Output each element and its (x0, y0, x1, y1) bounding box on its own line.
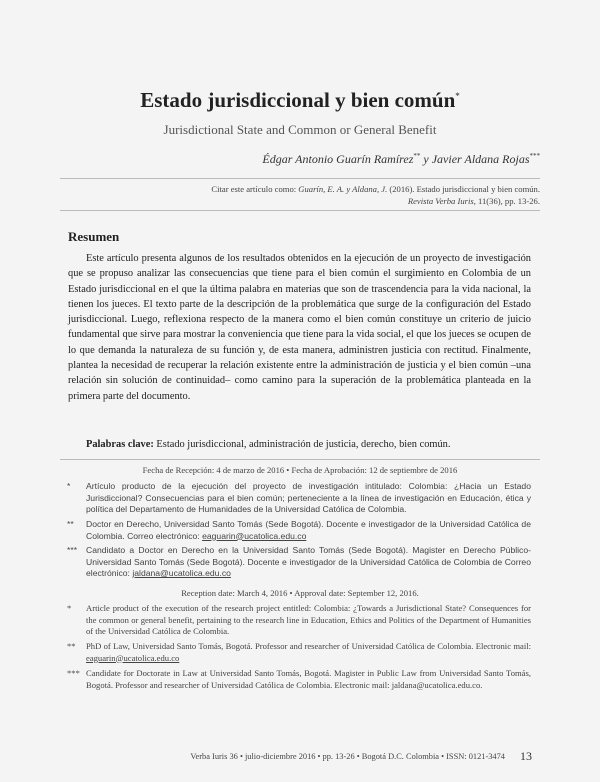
dates-es: Fecha de Recepción: 4 de marzo de 2016 • Fecha de Aprobación: 12 de septiembre de 2016 (142, 465, 458, 475)
article-title (0, 88, 600, 113)
citation-journal: Revista Verba Iuris (407, 196, 474, 206)
footnote-en-2-email-link[interactable]: eaguarin@ucatolica.edu.co (86, 652, 180, 663)
author-1-mark: ** (413, 152, 421, 160)
citation-authors: Guarín, E. A. y Aldana, J. (298, 184, 388, 194)
footnote-es-2-text: Doctor en Derecho, Universidad Santo Tomás (Sede Bogotá). Docente e investigador de la Universidad Católica de Colombia. Correo electrónico: (86, 519, 531, 541)
keywords-text: Estado jurisdiccional, administración de justicia, derecho, bien común. (153, 439, 451, 450)
abstract-text: Este artículo presenta algunos de los resultados obtenidos en la ejecución de un proyecto de investigación que se propuso analizar las consecuencias que tiene para el bien común el surgimiento en Colombia de un Estado jurisdiccional en el que la última palabra en materias que son de trascendencia para la vida nacional, la tienen los jueces. El texto parte de la descripción de la problemática que surge de la configuración del Estado jurisdiccional. Luego, reflexiona respecto de la manera como el bien común constituye un criterio de juicio fundamental que sirve para mostrar la conveniencia que tiene para la vida social, el que los jueces se ocupen de lo que demanda la naturaleza de su función y, de esta manera, administren justicia con rectitud. Finalmente, plantea la necesidad de recuperar la relación existente entre la administración de justicia y el bien común –una relación sin solución de continuidad– como camino para la superación de la problemática planteada en la primera parte del documento. (68, 253, 531, 402)
footnote-es-2-mark: ** (67, 519, 74, 529)
footnote-en-2-mark: ** (67, 641, 76, 651)
author-conjunction: y (420, 152, 432, 166)
footnote-en-3 (68, 668, 531, 691)
article-subtitle: Jurisdictional State and Common or General Benefit (163, 122, 437, 137)
footnote-es-2-email-link[interactable]: eaguarin@ucatolica.edu.co (202, 530, 307, 541)
footnote-es-3 (68, 545, 531, 580)
footnote-es-3-text: Candidato a Doctor en Derecho en la Universidad Santo Tomás (Sede Bogotá). Magister en Derecho Público- Universidad Santo Tomás (Sede Bogotá). Docente e investigador de la Universidad Católica de Colombia de Correo electrónico: (86, 545, 531, 578)
title-text: Estado jurisdiccional y bien común (140, 88, 456, 112)
footnote-en-1 (68, 603, 531, 638)
citation-prefix: Citar este artículo como: (211, 184, 299, 194)
citation-volume: , 11(36), pp. 13-26. (473, 196, 540, 206)
footnote-en-3-mark: *** (67, 668, 80, 678)
citation-top-rule (60, 178, 540, 179)
footnote-en-2 (68, 641, 531, 664)
footnote-es-1 (68, 481, 531, 516)
footnote-es-2 (68, 519, 531, 542)
keywords-line (68, 437, 531, 452)
footnote-en-2-text: PhD of Law, Universidad Santo Tomás, Bogotá. Professor and researcher of Universidad Católica de Colombia. Electronic mail: (86, 641, 531, 651)
running-footer: Verba Iuris 36 • julio-diciembre 2016 • pp. 13-26 • Bogotá D.C. Colombia • ISSN: 0121-3474 (190, 752, 505, 761)
citation-bottom-rule (60, 210, 540, 211)
author-2: Javier Aldana Rojas (431, 152, 530, 166)
dates-en: Reception date: March 4, 2016 • Approval date: September 12, 2016. (181, 588, 419, 598)
footnote-es-3-mark: *** (67, 545, 78, 555)
keywords-label: Palabras clave: (86, 439, 154, 450)
citation-block (60, 183, 540, 207)
footnote-es-3-email-link[interactable]: jaldana@ucatolica.edu.co (132, 568, 231, 578)
footnote-es-1-mark: * (67, 481, 71, 491)
citation-year-title: (2016). Estado jurisdiccional y bien común. (387, 184, 540, 194)
footnote-es-1-text: Artículo producto de la ejecución del proyecto de investigación intitulado: Colombia: ¿Hacia un Estado Jurisdiccional? Consecuencias para el bien común; perteneciente a la línea de investigación en Educación, ética y política del Departamento de Humanidades de la Universidad Católica de Colombia. (86, 481, 531, 514)
title-footnote-mark: * (455, 91, 460, 101)
author-2-mark: *** (529, 152, 540, 160)
page-number: 13 (520, 749, 532, 763)
authors-line (262, 152, 540, 167)
footnote-en-1-text: Article product of the execution of the research project entitled: Colombia: ¿Towards a Jurisdictional State? Consequences for the common or general benefit, pertaining to the research line in Education, Ethics and Politics of the Department of Humanities of the Universidad Católica de Colombia. (86, 603, 531, 636)
notes-rule (60, 459, 540, 460)
author-1: Édgar Antonio Guarín Ramírez (262, 152, 414, 166)
footnote-en-1-mark: * (67, 603, 72, 613)
abstract-heading: Resumen (68, 229, 120, 244)
footnote-en-3-text: Candidate for Doctorate in Law at Universidad Santo Tomás, Bogotá. Magister in Public Law from Universidad Santo Tomás, Bogotá. Professor and researcher of Universidad Católica de Colombia. Electronic mail: jaldana@ucatolica.edu.co. (86, 668, 531, 690)
